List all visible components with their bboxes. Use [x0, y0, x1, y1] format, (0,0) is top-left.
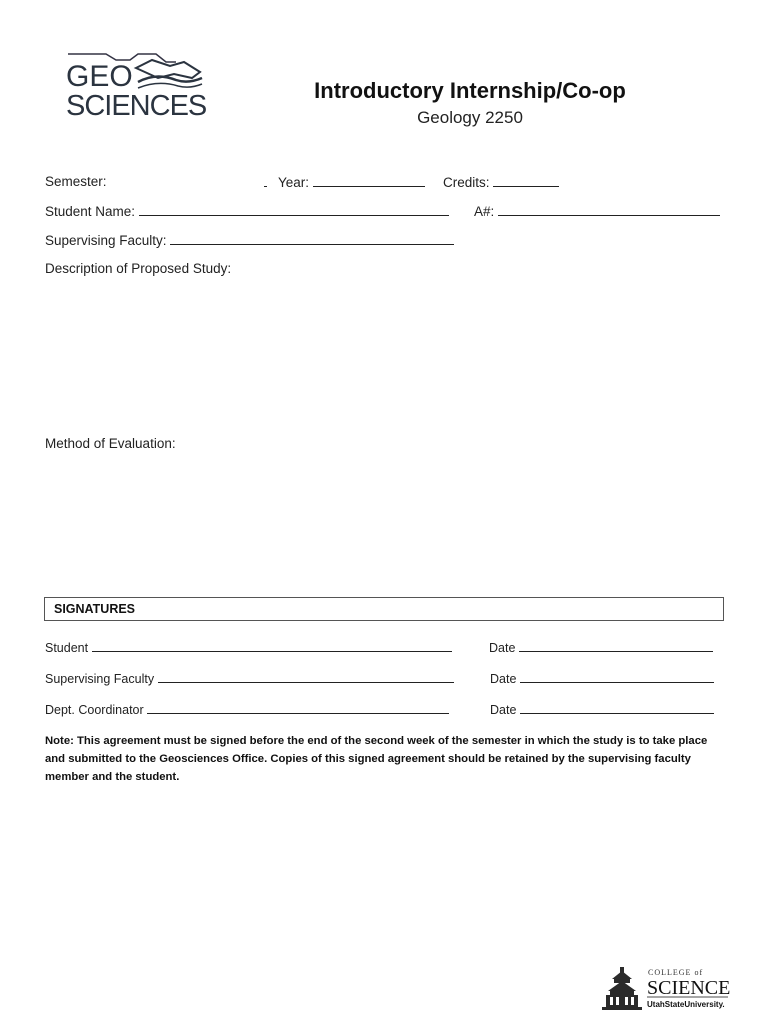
form-title: Introductory Internship/Co-op	[314, 78, 626, 103]
coordinator-date-field[interactable]	[520, 701, 714, 714]
university-text: UtahStateUniversity.	[647, 1000, 725, 1009]
student-signature-label: Student	[45, 639, 452, 655]
coordinator-signature-field[interactable]	[147, 701, 449, 714]
description-area[interactable]	[45, 282, 725, 422]
logo-sciences-text: SCIENCES	[66, 90, 206, 118]
student-signature-field[interactable]	[92, 639, 452, 652]
year-label: Year:	[278, 174, 425, 190]
semester-line-dot	[264, 174, 267, 190]
coordinator-signature-label: Dept. Coordinator	[45, 701, 449, 717]
faculty-date-label: Date	[490, 670, 714, 686]
student-date-label: Date	[489, 639, 713, 655]
agreement-note: Note: This agreement must be signed before the end of the second week of the semester in which the study is to take place and submitted to the Geosciences Office. Copies of this signed agreement should be retained by the supervising faculty member and the student.	[45, 735, 708, 783]
signatures-heading: SIGNATURES	[54, 602, 136, 616]
faculty-signature-label: Supervising Faculty	[45, 670, 454, 686]
supervising-faculty-field[interactable]	[170, 232, 454, 245]
geosciences-logo	[66, 52, 206, 118]
student-name-label: Student Name:	[45, 203, 449, 219]
signatures-header-box	[44, 597, 724, 621]
college-of-text: COLLEGE of	[648, 968, 704, 977]
coordinator-date-label: Date	[490, 701, 714, 717]
method-area[interactable]	[45, 458, 725, 588]
logo-geo-text: GEO	[66, 60, 133, 93]
form-subtitle: Geology 2250	[417, 108, 523, 127]
student-date-field[interactable]	[519, 639, 713, 652]
science-text: SCIENCE	[647, 977, 731, 999]
faculty-signature-field[interactable]	[158, 670, 454, 683]
a-number-label: A#:	[474, 203, 720, 219]
college-of-science-logo	[602, 965, 732, 1013]
faculty-date-field[interactable]	[520, 670, 714, 683]
year-field[interactable]	[313, 174, 425, 187]
student-name-field[interactable]	[139, 203, 449, 216]
description-label: Description of Proposed Study:	[45, 261, 232, 276]
semester-label: Semester:	[45, 174, 107, 189]
a-number-field[interactable]	[498, 203, 720, 216]
credits-field[interactable]	[493, 174, 559, 187]
supervising-faculty-label: Supervising Faculty:	[45, 232, 454, 248]
method-label: Method of Evaluation:	[45, 436, 176, 451]
credits-label: Credits:	[443, 174, 559, 190]
